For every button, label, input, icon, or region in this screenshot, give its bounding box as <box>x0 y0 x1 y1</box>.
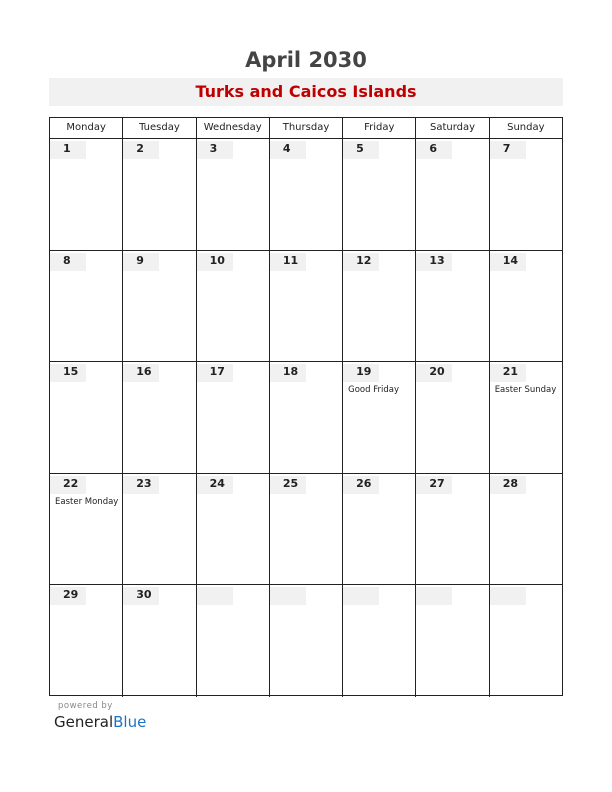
calendar-grid <box>49 117 563 696</box>
day-cell <box>122 362 195 473</box>
day-number: 2 <box>136 142 144 155</box>
day-cell <box>269 362 342 473</box>
subtitle-bar <box>49 78 563 106</box>
day-number: 3 <box>209 142 218 155</box>
day-cell <box>122 139 195 250</box>
day-cell <box>415 362 488 473</box>
weekday-header: Tuesday <box>122 118 195 138</box>
holiday-label: Good Friday <box>348 385 399 396</box>
week-row <box>50 362 562 474</box>
day-cell <box>269 474 342 585</box>
day-cell <box>50 362 122 473</box>
day-number: 22 <box>63 476 79 490</box>
day-cell <box>342 474 415 585</box>
weekday-header: Friday <box>342 118 415 138</box>
weeks-container <box>50 139 562 697</box>
day-number: 20 <box>429 365 445 379</box>
day-number: 4 <box>282 142 291 155</box>
day-cell <box>415 474 488 585</box>
weekday-header: Monday <box>66 122 106 133</box>
day-number: 27 <box>429 476 445 490</box>
day-cell <box>269 585 342 697</box>
day-number: 18 <box>282 365 299 379</box>
day-number: 23 <box>136 476 152 490</box>
day-number: 11 <box>282 253 299 267</box>
day-cell <box>489 585 562 697</box>
day-cell <box>342 362 415 473</box>
day-cell <box>489 139 562 250</box>
day-cell <box>489 362 562 473</box>
brand-blue-text: Blue <box>113 713 147 731</box>
day-cell <box>50 139 122 250</box>
weekday-header-row <box>50 118 562 139</box>
weekday-header: Sunday <box>489 118 562 138</box>
day-number: 9 <box>136 253 144 267</box>
day-number: 30 <box>136 588 152 602</box>
day-number: 12 <box>356 253 372 267</box>
day-number: 13 <box>429 253 445 267</box>
country-subtitle: Turks and Caicos Islands <box>195 82 417 101</box>
weekday-header: Wednesday <box>196 118 269 138</box>
day-number-box <box>416 587 452 605</box>
day-cell <box>50 585 122 697</box>
day-number: 26 <box>356 476 372 490</box>
holiday-label: Easter Monday <box>55 496 119 507</box>
day-cell <box>122 251 195 362</box>
day-number: 25 <box>282 476 299 490</box>
day-cell <box>196 251 269 362</box>
day-cell <box>196 474 269 585</box>
day-number: 29 <box>63 588 79 602</box>
day-number: 10 <box>209 253 225 267</box>
day-cell <box>415 139 488 250</box>
day-number: 15 <box>63 365 79 379</box>
day-cell <box>342 585 415 697</box>
generalblue-logo <box>54 713 146 731</box>
week-row <box>50 585 562 697</box>
day-number-box <box>490 587 526 605</box>
day-cell <box>50 474 122 585</box>
day-number-box <box>343 587 379 605</box>
day-number: 19 <box>356 365 372 379</box>
day-cell <box>269 251 342 362</box>
day-cell <box>269 139 342 250</box>
day-number: 5 <box>356 142 364 155</box>
weekday-header: Saturday <box>415 118 488 138</box>
day-number: 14 <box>502 253 518 267</box>
day-number: 28 <box>502 476 518 490</box>
day-number: 6 <box>429 142 438 155</box>
day-cell <box>122 585 195 697</box>
week-row <box>50 474 562 586</box>
brand-general-text: General <box>54 713 114 731</box>
day-cell <box>50 251 122 362</box>
page-title: April 2030 <box>245 48 367 72</box>
day-number-box <box>270 587 306 605</box>
day-cell <box>489 474 562 585</box>
day-number: 8 <box>63 253 71 267</box>
day-number: 1 <box>63 142 71 155</box>
day-cell <box>342 139 415 250</box>
week-row <box>50 139 562 251</box>
day-cell <box>415 585 488 697</box>
day-number: 21 <box>502 365 518 379</box>
day-cell <box>489 251 562 362</box>
day-number-box <box>197 587 233 605</box>
weekday-header: Thursday <box>269 118 342 138</box>
day-number: 16 <box>136 365 152 379</box>
day-cell <box>196 362 269 473</box>
powered-by-label: powered by <box>58 701 113 711</box>
day-cell <box>196 139 269 250</box>
day-cell <box>196 585 269 697</box>
day-number: 17 <box>209 365 225 379</box>
day-cell <box>122 474 195 585</box>
day-cell <box>342 251 415 362</box>
holiday-label: Easter Sunday <box>494 385 557 396</box>
week-row <box>50 251 562 363</box>
day-cell <box>415 251 488 362</box>
day-number: 24 <box>209 476 225 490</box>
day-number: 7 <box>502 142 511 155</box>
